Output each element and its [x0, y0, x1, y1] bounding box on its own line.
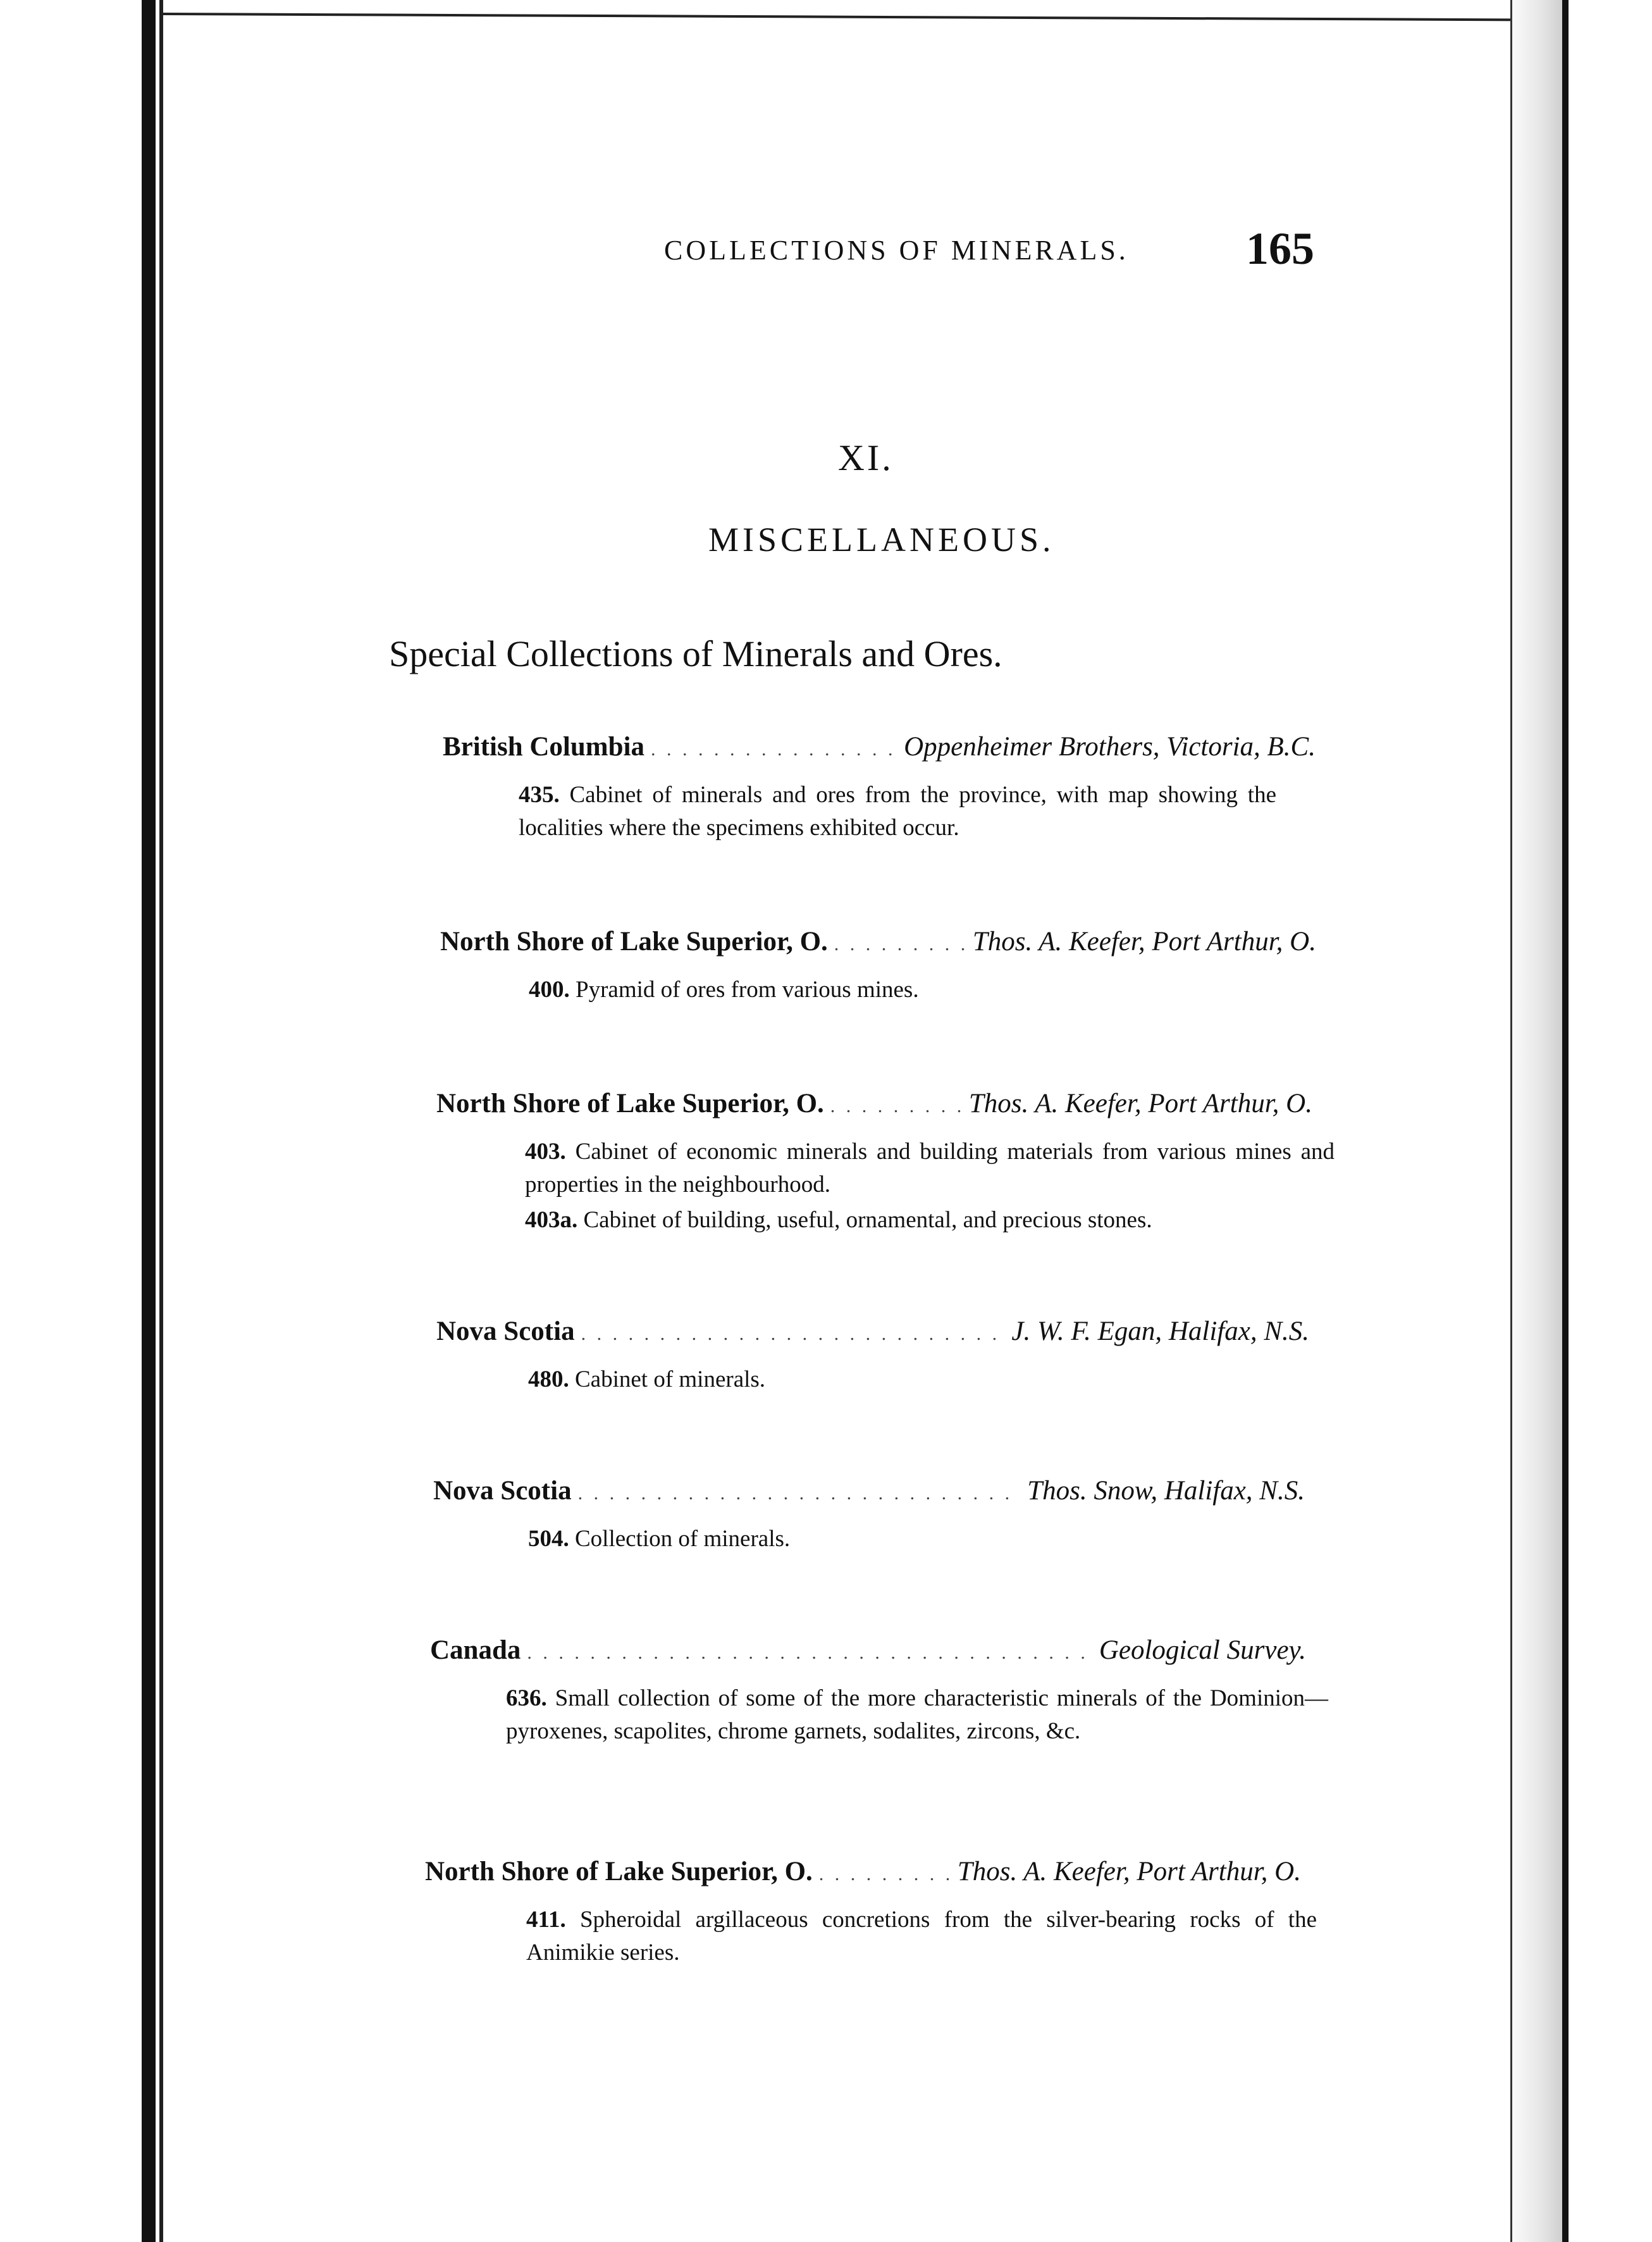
entry-item — [528, 1523, 1287, 1556]
entry-exhibitor: Thos. A. Keefer, Port Arthur, O. — [957, 1857, 1301, 1886]
entry-region: North Shore of Lake Superior, O. — [425, 1857, 813, 1886]
entry-item — [506, 1682, 1328, 1748]
running-head: COLLECTIONS OF MINERALS. — [664, 235, 1129, 266]
dot-leader — [834, 934, 966, 955]
entry-item — [526, 1904, 1317, 1969]
item-description: Collection of minerals. — [575, 1526, 791, 1552]
page-curl-shadow — [1510, 0, 1563, 2242]
binding-edge-line-inner — [159, 0, 163, 2242]
entry-region: North Shore of Lake Superior, O. — [436, 1089, 824, 1118]
page-number: 165 — [1246, 223, 1314, 274]
catalogue-entry — [436, 1088, 1335, 1237]
dot-leader — [651, 739, 897, 760]
catalogue-entry — [425, 1856, 1317, 1969]
scan-left-margin — [0, 0, 144, 2242]
item-number: 403a. — [525, 1207, 578, 1233]
entry-heading — [443, 731, 1316, 762]
entry-item — [525, 1136, 1335, 1201]
item-number: 480. — [528, 1366, 569, 1392]
entry-exhibitor: Thos. A. Keefer, Port Arthur, O. — [972, 927, 1316, 957]
binding-edge-line — [142, 0, 156, 2242]
dot-leader — [578, 1483, 1021, 1504]
entry-region: North Shore of Lake Superior, O. — [440, 927, 828, 957]
dot-leader — [527, 1642, 1092, 1664]
page-right-edge — [1562, 0, 1569, 2242]
item-number: 636. — [506, 1685, 547, 1711]
entry-heading — [425, 1856, 1301, 1887]
entry-item — [528, 1363, 1287, 1396]
entry-heading — [436, 1316, 1309, 1347]
scan-right-margin — [1569, 0, 1652, 2242]
entry-region: British Columbia — [443, 732, 644, 762]
entry-region: Nova Scotia — [433, 1476, 572, 1506]
entry-item — [525, 1204, 1335, 1237]
item-number: 403. — [525, 1139, 566, 1165]
dot-leader — [819, 1864, 951, 1885]
entry-region: Canada — [430, 1635, 521, 1665]
dot-leader — [581, 1323, 1006, 1345]
entry-exhibitor: J. W. F. Egan, Halifax, N.S. — [1011, 1316, 1309, 1346]
catalogue-entry — [430, 1635, 1328, 1748]
entry-region: Nova Scotia — [436, 1316, 575, 1346]
section-title: MISCELLANEOUS. — [708, 521, 1055, 559]
entry-heading — [436, 1088, 1312, 1119]
item-description: Cabinet of minerals and ores from the province, with map showing the localities where the specimens exhibited occur. — [519, 782, 1276, 841]
entry-heading — [440, 926, 1316, 957]
dot-leader — [830, 1096, 963, 1117]
item-description: Cabinet of economic minerals and building materials from various mines and properties in the neighbourhood. — [525, 1139, 1335, 1198]
item-description: Pyramid of ores from various mines. — [576, 977, 919, 1003]
catalogue-entry — [436, 1316, 1309, 1396]
catalogue-entry — [440, 926, 1316, 1006]
entry-item — [529, 974, 1288, 1006]
item-description: Spheroidal argillaceous concretions from the silver-bearing rocks of the Animikie series. — [526, 1907, 1317, 1966]
item-number: 504. — [528, 1526, 569, 1552]
item-number: 400. — [529, 977, 570, 1003]
item-description: Cabinet of minerals. — [575, 1366, 766, 1392]
item-description: Cabinet of building, useful, ornamental, and precious stones. — [583, 1207, 1152, 1233]
catalogue-entry — [433, 1475, 1305, 1556]
entry-exhibitor: Thos. Snow, Halifax, N.S. — [1027, 1476, 1305, 1506]
entry-exhibitor: Geological Survey. — [1099, 1635, 1306, 1665]
item-number: 411. — [526, 1907, 566, 1933]
entry-exhibitor: Thos. A. Keefer, Port Arthur, O. — [968, 1089, 1312, 1118]
entry-heading — [430, 1635, 1306, 1666]
entry-item — [519, 779, 1276, 845]
catalogue-entry — [443, 731, 1316, 845]
item-description: Small collection of some of the more characteristic minerals of the Dominion—pyroxenes, scapolites, chrome garnets, sodalites, zircons, &c. — [506, 1685, 1328, 1744]
page-top-edge — [163, 0, 1517, 21]
subsection-title: Special Collections of Minerals and Ores. — [389, 633, 1002, 674]
item-number: 435. — [519, 782, 560, 808]
entry-exhibitor: Oppenheimer Brothers, Victoria, B.C. — [904, 732, 1316, 762]
entry-heading — [433, 1475, 1305, 1506]
section-numeral: XI. — [838, 437, 894, 478]
